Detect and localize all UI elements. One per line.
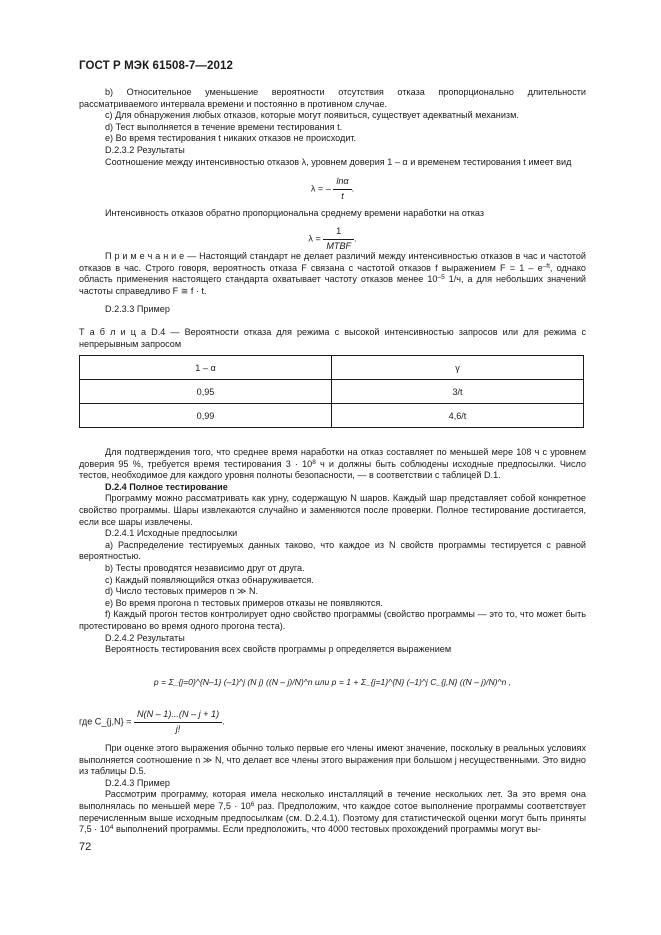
paragraph-b-relative-decrease: b) Относительное уменьшение вероятности отсутствия отказа пропорционально длительности рассматриваемого интервала времени и постоянно в противном случае.	[79, 87, 586, 109]
paragraph-d-test-count: d) Число тестовых примеров n ≫ N.	[105, 586, 259, 597]
paragraph-urn-model: Программу можно рассматривать как урну, содержащую N шаров. Каждый шар представляет собой конкретное свойство программы. Шары извлекаются случайно и заменяются после проверки. Полное тестирование достигается, если все шары извлечены.	[79, 493, 586, 527]
equation-lhs: λ =	[308, 233, 321, 244]
confirmation-text-1: Для подтверждения того, что среднее время наработки на отказ составляет по меньшей мере 108 ч с уровнем доверия 95 %, требуется время тестирования 3 · 10	[79, 447, 586, 469]
fraction-numerator: N(N – 1)...(N – j + 1)	[136, 709, 220, 719]
text-block-conditions	[79, 87, 586, 168]
paragraph-d-test-time: d) Тест выполняется в течение времени тестирования t.	[105, 121, 343, 132]
equation-probability-text: p = Σ_{j=0}^{N–1} (–1)^j (N j) ((N – j)/N)^n или p = 1 + Σ_{j=1}^{N} (–1)^j C_{j,N} ((N – j)/N)^n ,	[153, 677, 512, 687]
text-block-example-heading	[79, 304, 586, 316]
paragraph-inverse-mtbf: Интенсивность отказов обратно пропорциональна среднему времени наработки на отказ	[105, 208, 485, 218]
example-text-1: Рассмотрим программу, которая имела несколько инсталляций в течение нескольких лет. За это время она выполнялась по меньшей мере 7,5 · 10	[79, 789, 586, 811]
equation-binomial	[79, 709, 586, 735]
note-paragraph	[79, 251, 586, 297]
table-header-cell: 1 – α	[80, 356, 332, 380]
equation-tail: .	[222, 716, 225, 727]
example-text-3: выполнений программы. Если предположить, что 4000 тестовых прохождений программы могут вы-	[113, 824, 541, 835]
running-header: ГОСТ Р МЭК 61508-7—2012	[79, 60, 233, 72]
equation-tail: .	[351, 183, 355, 194]
fraction-denominator: t	[333, 189, 351, 203]
section-d241-heading: D.2.4.1 Исходные предпосылки	[105, 528, 238, 539]
paragraph-relation: Соотношение между интенсивностью отказов λ, уровнем доверия 1 – α и временем тестирования t имеет вид	[105, 156, 572, 167]
paragraph-c-detected: c) Каждый появляющийся отказ обнаруживается.	[105, 574, 314, 585]
table-cell: 3/t	[332, 380, 584, 404]
text-block-estimation	[79, 743, 586, 836]
equation-lambda-mtbf	[79, 226, 586, 252]
table-caption: Т а б л и ц а D.4 — Вероятности отказа для режима с высокой интенсивностью запросов или для режима с непрерывным запросом	[79, 327, 586, 349]
paragraph-example	[79, 789, 586, 835]
equation-tail: .	[354, 233, 357, 244]
section-d233-heading: D.2.3.3 Пример	[105, 304, 170, 314]
table-header-row	[80, 356, 584, 380]
paragraph-e-no-failures-run: e) Во время прогона n тестовых примеров отказы не появляются.	[105, 597, 383, 608]
note-text-3: 1/ч, а для небольших значений частоты справедливо F ≅ f · t.	[79, 274, 586, 296]
note-superscript-1: –ft	[542, 262, 550, 270]
table-cell: 0,95	[80, 380, 332, 404]
fraction-numerator: lnα	[336, 176, 349, 186]
equation-lhs: где C_{j,N} =	[79, 716, 132, 727]
note-text-2: , однако область применения настоящего стандарта охватывает частоту отказов менее 10	[79, 262, 586, 285]
section-d242-heading: D.2.4.2 Результаты	[105, 632, 185, 643]
example-superscript-2: 4	[109, 824, 114, 832]
section-d243-heading: D.2.4.3 Пример	[105, 777, 170, 788]
paragraph-e-no-failures: e) Во время тестирования t никаких отказов не происходит.	[105, 133, 357, 144]
paragraph-f-one-property: f) Каждый прогон тестов контролирует одно свойство программы (свойство программы — это то, что может быть протестировано во время одного прогона теста).	[79, 609, 586, 631]
note-superscript-2: –5	[437, 274, 445, 282]
table-header-cell: γ	[332, 356, 584, 380]
table-cell: 0,99	[80, 404, 332, 428]
equation-fraction	[333, 176, 351, 202]
equation-lhs: λ = –	[310, 183, 331, 194]
paragraph-estimation: При оценке этого выражения обычно только первые его члены имеют значение, поскольку в реальных условиях выполняется соотношение n ≫ N, что делает все члены этого выражения при большом j несущественными. Это видно из таблицы D.5.	[79, 743, 586, 777]
note-text-1: Настоящий стандарт не делает различий между интенсивностью отказов в час и частотой отказов в час. Строго говоря, вероятность отказа F связана с частотой отказов f выражением F = 1 – e	[79, 251, 586, 273]
paragraph-a-distribution: a) Распределение тестируемых данных таково, что каждое из N свойств программы тестируется с равной вероятностью.	[79, 539, 586, 562]
text-block-inverse	[79, 208, 586, 220]
paragraph-c-detection: c) Для обнаружения любых отказов, которые могут появиться, существует адекватный механизм.	[105, 110, 519, 121]
equation-fraction	[323, 226, 354, 252]
table-d4	[79, 355, 584, 428]
equation-probability	[79, 677, 586, 689]
equation-lambda-ln	[79, 176, 586, 202]
fraction-denominator: MTBF	[323, 239, 354, 253]
table-cell: 4,6/t	[332, 404, 584, 428]
equation-fraction	[134, 709, 222, 735]
example-superscript-1: 6	[250, 800, 255, 808]
table-row	[80, 380, 584, 404]
section-d232-heading: D.2.3.2 Результаты	[105, 144, 185, 155]
table-row	[80, 404, 584, 428]
note-block	[79, 251, 586, 297]
paragraph-b-independent: b) Тесты проводятся независимо друг от друга.	[105, 562, 305, 573]
section-d24-heading: D.2.4 Полное тестирование	[105, 481, 228, 492]
table-caption-block	[79, 327, 586, 350]
paragraph-probability: Вероятность тестирования всех свойств программы p определяется выражением	[105, 644, 452, 655]
fraction-denominator: j!	[134, 722, 222, 736]
text-block-complete-testing	[79, 447, 586, 656]
paragraph-confirmation	[79, 447, 586, 482]
fraction-numerator: 1	[336, 226, 342, 236]
confirmation-text-2: ч и должны быть соблюдены исходные предпосылки. Число тестов, необходимое для каждого уровня полноты безопасности, — в соответствии с таблицей D.1.	[79, 458, 587, 481]
example-text-2: раз. Предположим, что каждое сотое выполнение программы соответствует перечисленным выше исходным предпосылкам (см. D.2.4.1). Поэтому для статистической оценки могут быть приняты 7,5 · 10	[79, 800, 586, 835]
confirmation-superscript: 8	[312, 458, 316, 466]
page-number: 72	[79, 841, 92, 853]
note-label: П р и м е ч а н и е —	[105, 251, 197, 261]
